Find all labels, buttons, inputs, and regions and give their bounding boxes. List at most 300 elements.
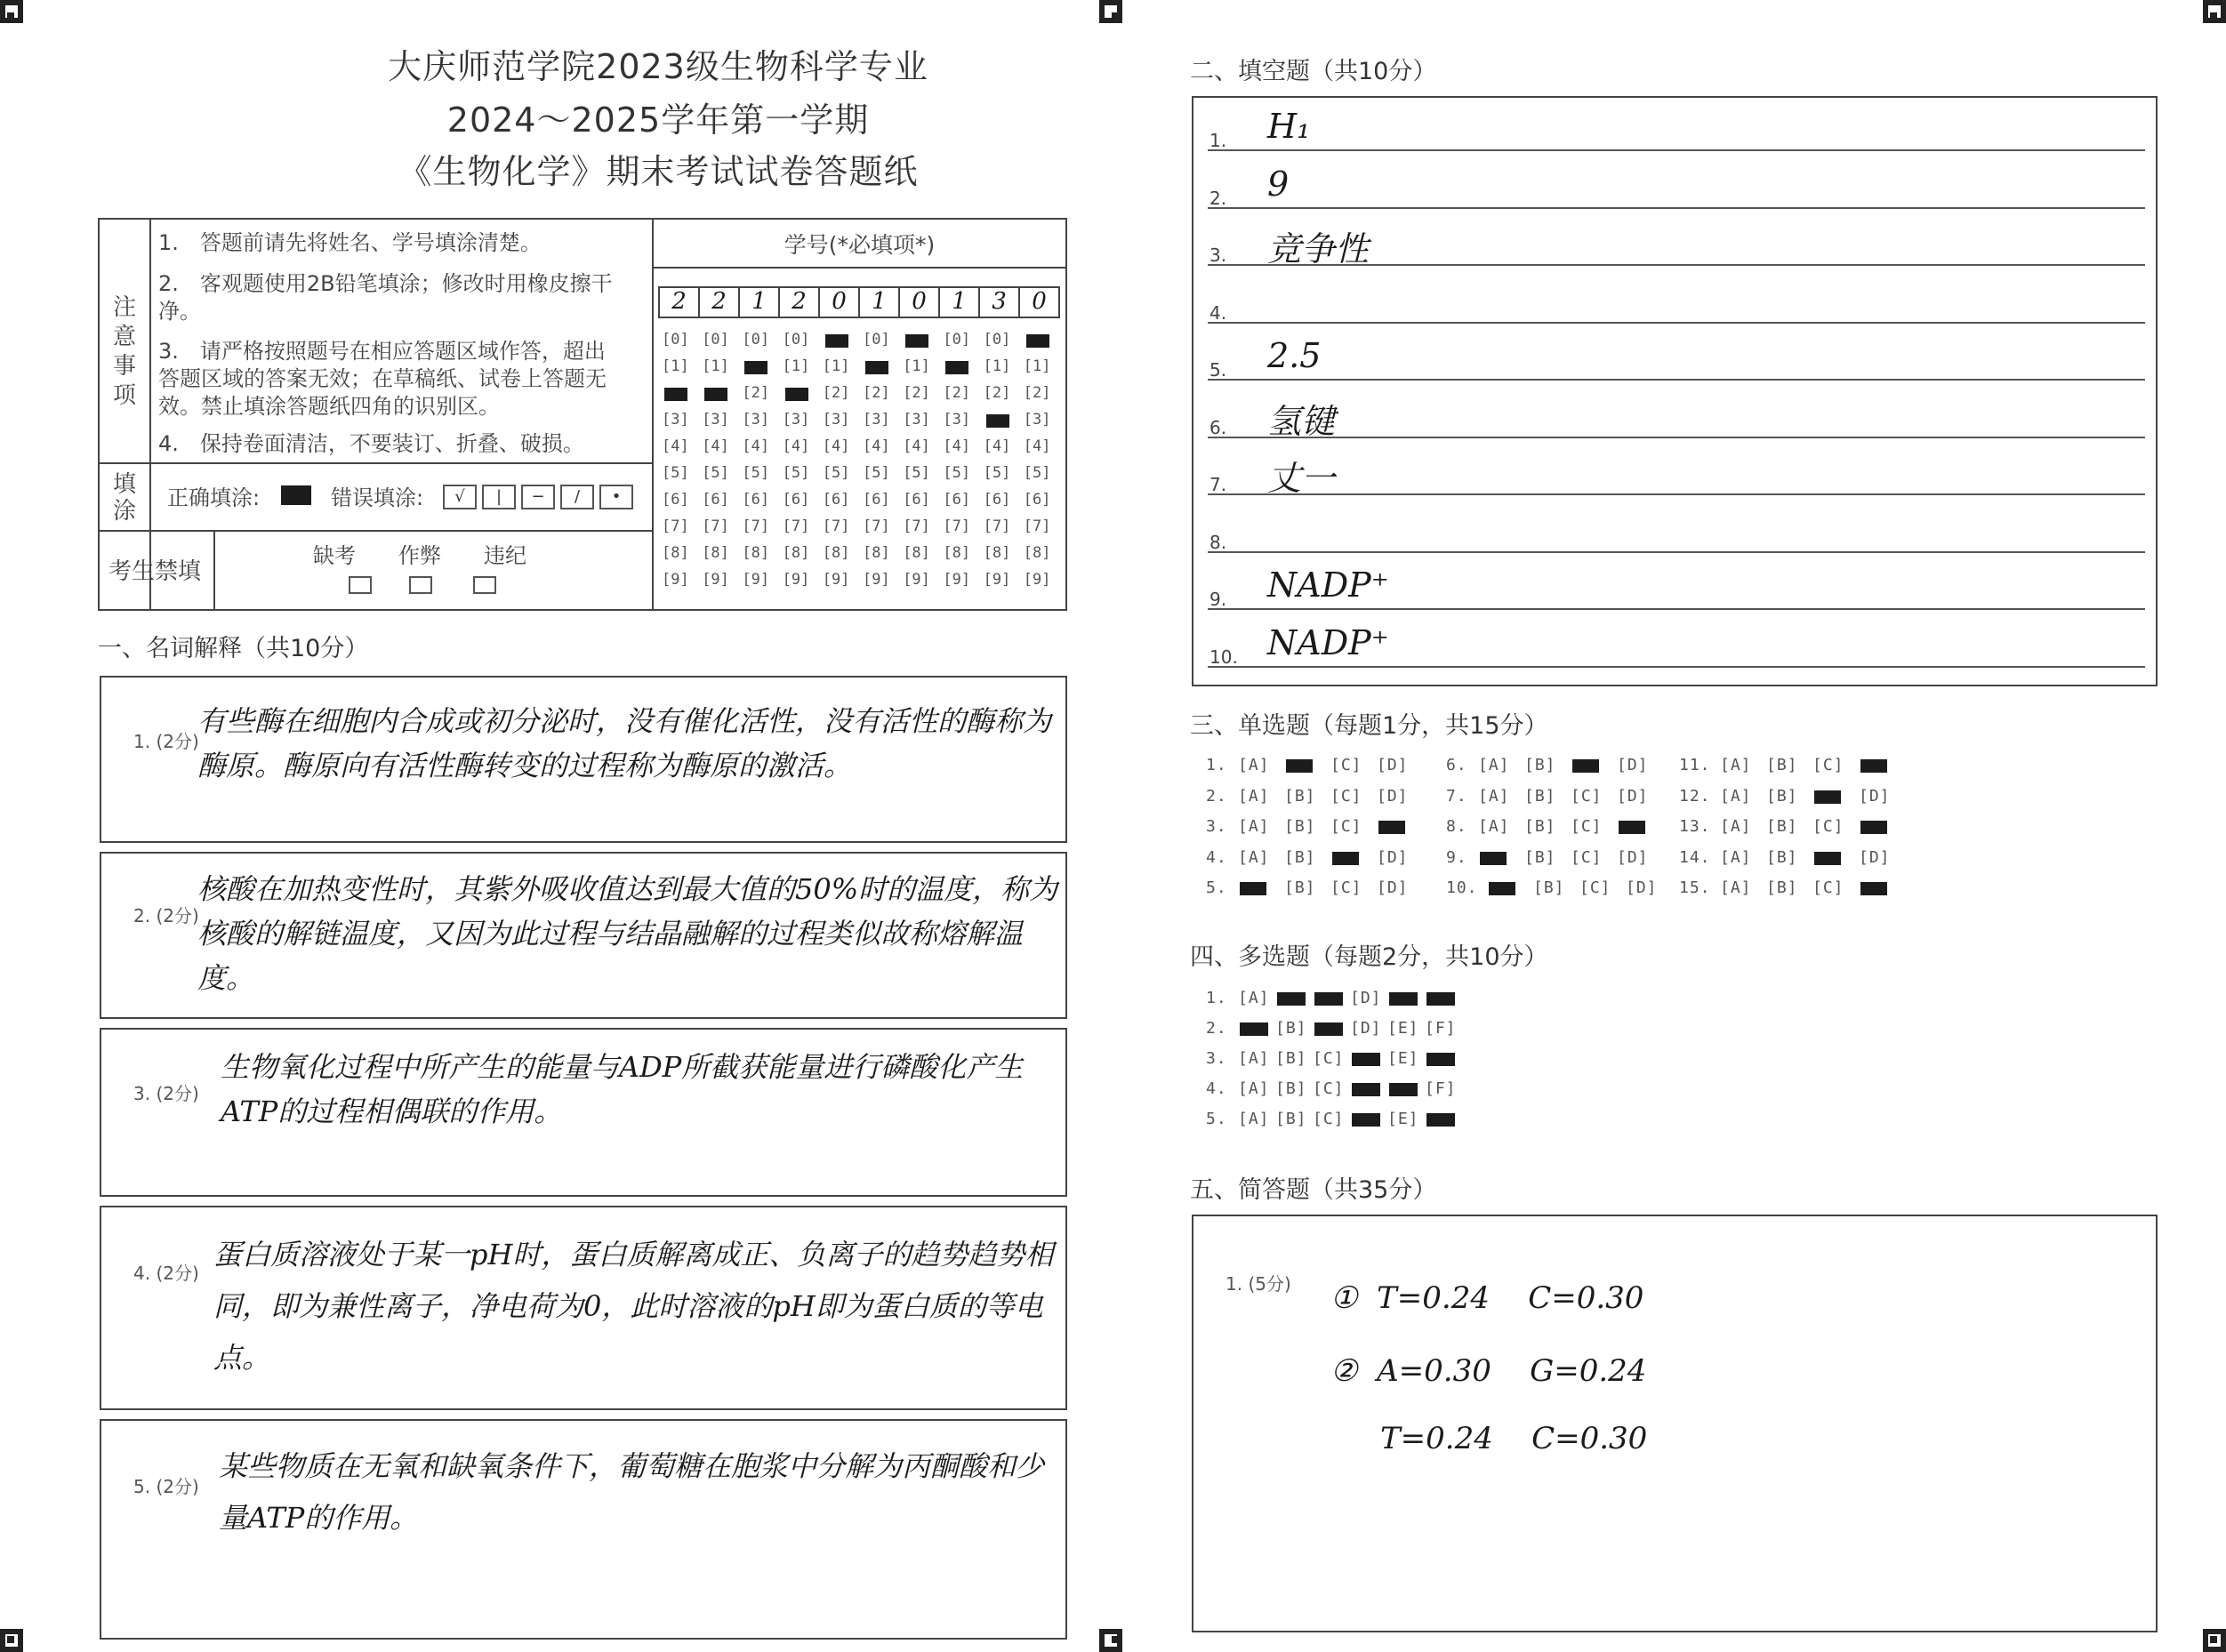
multi-choice-bubble[interactable]: [C] xyxy=(1313,1079,1345,1098)
notice-side-label: 注意事项 xyxy=(112,294,136,409)
section2-title: 二、填空题（共10分） xyxy=(1190,58,1437,85)
student-id-bubble[interactable]: [3] xyxy=(662,411,689,429)
single-choice-bubble[interactable]: [A] xyxy=(1478,817,1510,836)
fill-blank-answer[interactable]: 丈一 xyxy=(1267,459,1336,498)
student-id-bubble[interactable]: [6] xyxy=(863,491,890,509)
student-id-bubble[interactable]: [6] xyxy=(943,491,971,509)
multi-choice-bubble-filled[interactable] xyxy=(1389,992,1418,1006)
single-choice-bubble[interactable]: [C] xyxy=(1579,878,1611,897)
student-id-label: 学号(*必填项*) xyxy=(784,232,936,258)
student-id-bubble-filled[interactable] xyxy=(744,361,767,374)
section1-q4-label: 4. (2分) xyxy=(133,1263,199,1284)
single-choice-bubble[interactable]: [A] xyxy=(1478,786,1510,806)
fill-blank-number: 10. xyxy=(1209,646,1238,668)
forbid-violation-checkbox[interactable] xyxy=(473,576,496,594)
student-id-bubble[interactable]: [4] xyxy=(822,437,850,455)
single-choice-bubble[interactable]: [A] xyxy=(1720,878,1752,897)
fill-blank-line xyxy=(1208,666,2145,668)
single-choice-bubble-filled[interactable] xyxy=(1860,759,1887,773)
divider xyxy=(213,530,215,611)
multi-choice-bubble-filled[interactable] xyxy=(1426,992,1455,1006)
student-id-bubble[interactable]: [0] xyxy=(742,331,770,349)
multi-choice-bubble[interactable]: [B] xyxy=(1275,1110,1307,1128)
student-id-bubble[interactable]: [0] xyxy=(662,331,689,349)
corner-mark-top-left xyxy=(0,0,23,23)
student-id-bubble[interactable]: [5] xyxy=(782,464,810,482)
student-id-bubble-filled[interactable] xyxy=(825,334,848,348)
single-choice-number: 4. xyxy=(1206,847,1227,867)
single-choice-bubble-filled[interactable] xyxy=(1814,790,1841,804)
fill-blank-line xyxy=(1208,437,2145,438)
student-id-bubble[interactable]: [6] xyxy=(822,491,850,509)
student-id-bubble[interactable]: [5] xyxy=(1023,464,1051,482)
single-choice-bubble[interactable]: [B] xyxy=(1524,817,1556,836)
single-choice-number: 6. xyxy=(1446,756,1467,774)
single-choice-bubble[interactable]: [A] xyxy=(1238,817,1270,836)
corner-mark-bottom-left xyxy=(0,1629,23,1652)
single-choice-number: 13. xyxy=(1679,817,1711,836)
single-choice-bubble[interactable]: [C] xyxy=(1812,756,1844,774)
multi-choice-bubble[interactable]: [B] xyxy=(1275,1049,1307,1068)
student-id-bubble[interactable]: [7] xyxy=(702,517,729,535)
multi-choice-bubble[interactable]: [A] xyxy=(1238,1049,1270,1068)
student-id-bubble-filled[interactable] xyxy=(865,361,888,374)
single-choice-bubble[interactable]: [D] xyxy=(1377,756,1409,774)
corner-mark-bottom-right xyxy=(2203,1629,2226,1652)
single-choice-bubble[interactable]: [A] xyxy=(1238,756,1270,774)
section1-q1-answer: 有些酶在细胞内合成或初分泌时，没有催化活性，没有活性的酶称为酶原。酶原向有活性酶转变的过程称为酶原的激活。 xyxy=(197,704,1052,782)
fill-blank-number: 8. xyxy=(1209,531,1227,553)
student-id-bubble[interactable]: [2] xyxy=(943,384,971,402)
single-choice-bubble[interactable]: [D] xyxy=(1617,847,1649,867)
single-choice-bubble-filled[interactable] xyxy=(1489,882,1515,895)
single-choice-bubble[interactable]: [A] xyxy=(1238,786,1270,806)
divider xyxy=(149,218,151,611)
multi-choice-number: 2. xyxy=(1206,1019,1227,1038)
multi-choice-bubble[interactable]: [D] xyxy=(1350,1019,1382,1038)
single-choice-number: 5. xyxy=(1206,878,1227,897)
single-choice-number: 1. xyxy=(1206,756,1227,774)
multi-choice-number: 4. xyxy=(1206,1079,1227,1098)
single-choice-number: 3. xyxy=(1206,817,1227,836)
divider xyxy=(98,462,652,464)
wrong-mark-check: √ xyxy=(443,485,477,509)
single-choice-bubble[interactable]: [D] xyxy=(1859,847,1891,867)
single-choice-bubble[interactable]: [C] xyxy=(1571,817,1603,836)
single-choice-bubble[interactable]: [C] xyxy=(1330,878,1362,897)
student-id-bubble[interactable]: [1] xyxy=(782,357,810,375)
student-id-bubble[interactable]: [7] xyxy=(943,517,971,535)
section5-answer-box[interactable] xyxy=(1192,1215,2158,1632)
single-choice-bubble[interactable]: [B] xyxy=(1524,756,1556,774)
student-id-bubble[interactable]: [2] xyxy=(1023,384,1051,402)
student-id-bubble[interactable]: [2] xyxy=(903,384,930,402)
student-id-bubble[interactable]: [4] xyxy=(983,437,1011,455)
single-choice-bubble[interactable]: [C] xyxy=(1812,817,1844,836)
multi-choice-bubble[interactable]: [B] xyxy=(1275,1019,1307,1038)
student-id-bubble[interactable]: [8] xyxy=(903,544,930,562)
section5-title: 五、简答题（共35分） xyxy=(1190,1176,1437,1204)
single-choice-bubble[interactable]: [B] xyxy=(1284,847,1316,867)
student-id-bubble[interactable]: [3] xyxy=(742,411,770,429)
student-id-bubble-filled[interactable] xyxy=(945,361,968,374)
fill-blank-answer[interactable]: 氢键 xyxy=(1267,401,1336,441)
student-id-bubble[interactable]: [8] xyxy=(983,544,1011,562)
single-choice-bubble[interactable]: [B] xyxy=(1533,878,1565,897)
single-choice-number: 8. xyxy=(1446,817,1467,836)
single-choice-number: 7. xyxy=(1446,786,1467,806)
fill-blank-answer[interactable]: 竞争性 xyxy=(1267,229,1370,269)
multi-choice-bubble-filled[interactable] xyxy=(1277,992,1306,1006)
multi-choice-bubble[interactable]: [F] xyxy=(1425,1079,1457,1098)
fill-blank-line xyxy=(1208,493,2145,495)
wrong-fill-label: 错误填涂: xyxy=(331,485,424,510)
fill-blank-number: 5. xyxy=(1209,359,1227,381)
student-id-bubble[interactable]: [5] xyxy=(742,464,770,482)
section5-line-1: ① T=0.24 C=0.30 xyxy=(1330,1280,1644,1316)
student-id-bubble[interactable]: [8] xyxy=(822,544,850,562)
section1-q2-answer: 核酸在加热变性时，其紫外吸收值达到最大值的50%时的温度，称为核酸的解链温度，又因为此过程与结晶融解的过程类似故称熔解温度。 xyxy=(197,872,1058,995)
student-id-bubble[interactable]: [7] xyxy=(822,517,850,535)
single-choice-bubble[interactable]: [B] xyxy=(1766,756,1798,774)
student-id-bubble[interactable]: [9] xyxy=(983,571,1011,589)
student-id-bubble[interactable]: [0] xyxy=(782,331,810,349)
single-choice-bubble-filled[interactable] xyxy=(1860,882,1887,895)
forbid-label: 考生禁填 xyxy=(108,558,202,585)
single-choice-number: 10. xyxy=(1446,878,1478,897)
student-id-bubble[interactable]: [8] xyxy=(943,544,971,562)
student-id-bubble[interactable]: [1] xyxy=(822,357,850,375)
notice-item-1: 1. 答题前请先将姓名、学号填涂清楚。 xyxy=(158,230,542,255)
fill-side-label: 填涂 xyxy=(112,471,136,525)
student-id-bubble[interactable]: [9] xyxy=(782,571,810,589)
fill-blank-line xyxy=(1208,379,2145,381)
header-school: 大庆师范学院2023级生物科学专业 xyxy=(388,47,928,86)
multi-choice-bubble[interactable]: [D] xyxy=(1350,989,1382,1007)
single-choice-bubble[interactable]: [C] xyxy=(1571,847,1603,867)
single-choice-bubble-filled[interactable] xyxy=(1378,821,1405,834)
single-choice-bubble-filled[interactable] xyxy=(1480,852,1507,865)
single-choice-bubble[interactable]: [B] xyxy=(1524,786,1556,806)
corner-mark-top-center xyxy=(1099,0,1122,23)
fill-blank-line xyxy=(1208,551,2145,553)
multi-choice-bubble-filled[interactable] xyxy=(1352,1083,1380,1096)
single-choice-bubble[interactable]: [B] xyxy=(1284,817,1316,836)
single-choice-number: 15. xyxy=(1679,878,1711,897)
divider xyxy=(98,530,652,532)
student-id-bubble[interactable]: [4] xyxy=(943,437,971,455)
single-choice-bubble[interactable]: [A] xyxy=(1720,847,1752,867)
section5-q1-label: 1. (5分) xyxy=(1226,1273,1291,1295)
divider xyxy=(652,218,654,611)
wrong-mark-dot: • xyxy=(599,485,633,509)
fill-blank-line xyxy=(1208,322,2145,324)
student-id-bubble[interactable]: [2] xyxy=(742,384,770,402)
student-id-bubble[interactable]: [9] xyxy=(1023,571,1051,589)
single-choice-bubble[interactable]: [D] xyxy=(1377,847,1409,867)
wrong-mark-slash: / xyxy=(560,485,594,509)
single-choice-bubble[interactable]: [D] xyxy=(1617,756,1649,774)
corner-mark-bottom-center xyxy=(1099,1629,1122,1652)
student-id-bubble[interactable]: [2] xyxy=(983,384,1011,402)
student-id-bubble[interactable]: [1] xyxy=(702,357,729,375)
fill-blank-number: 4. xyxy=(1209,301,1227,324)
single-choice-bubble[interactable]: [B] xyxy=(1766,817,1798,836)
student-id-bubble[interactable]: [9] xyxy=(742,571,770,589)
student-id-bubble[interactable]: [8] xyxy=(782,544,810,562)
student-id-bubble[interactable]: [0] xyxy=(983,331,1011,349)
single-choice-bubble[interactable]: [A] xyxy=(1720,756,1752,774)
student-id-bubble[interactable]: [1] xyxy=(903,357,930,375)
fill-blank-number: 1. xyxy=(1209,130,1227,151)
header-exam: 《生物化学》期末考试试卷答题纸 xyxy=(398,152,919,191)
student-id-bubble[interactable]: [2] xyxy=(863,384,890,402)
single-choice-bubble[interactable]: [C] xyxy=(1571,786,1603,806)
multi-choice-bubble[interactable]: [A] xyxy=(1238,1079,1270,1098)
fill-blank-number: 7. xyxy=(1209,474,1227,495)
student-id-digit[interactable]: 1 xyxy=(858,286,898,318)
notice-item-4: 4. 保持卷面清洁，不要装订、折叠、破损。 xyxy=(158,431,584,456)
section1-q2-label: 2. (2分) xyxy=(133,905,199,926)
student-id-bubble[interactable]: [4] xyxy=(1023,437,1051,455)
single-choice-bubble-filled[interactable] xyxy=(1619,821,1645,834)
student-id-bubble-filled[interactable] xyxy=(664,388,687,401)
single-choice-bubble-filled[interactable] xyxy=(1332,852,1359,865)
section1-q3-label: 3. (2分) xyxy=(133,1083,199,1104)
student-id-bubble[interactable]: [1] xyxy=(662,357,689,375)
single-choice-bubble[interactable]: [C] xyxy=(1330,817,1362,836)
student-id-bubble[interactable]: [1] xyxy=(983,357,1011,375)
section1-title: 一、名词解释（共10分） xyxy=(98,635,369,662)
multi-choice-bubble-filled[interactable] xyxy=(1352,1053,1380,1066)
student-id-bubble[interactable]: [8] xyxy=(1023,544,1051,562)
student-id-digit[interactable]: 2 xyxy=(778,286,818,318)
single-choice-bubble-filled[interactable] xyxy=(1286,759,1313,773)
multi-choice-bubble-filled[interactable] xyxy=(1240,1022,1268,1036)
wrong-mark-dash: − xyxy=(521,485,555,509)
student-id-bubble[interactable]: [5] xyxy=(822,464,850,482)
header-term: 2024～2025学年第一学期 xyxy=(446,100,870,140)
correct-fill-sample xyxy=(281,485,311,505)
student-id-digit[interactable]: 1 xyxy=(938,286,978,318)
forbid-absent-checkbox[interactable] xyxy=(349,576,372,594)
single-choice-bubble[interactable]: [A] xyxy=(1720,817,1752,836)
single-choice-bubble[interactable]: [C] xyxy=(1330,756,1362,774)
student-id-bubble[interactable]: [8] xyxy=(702,544,729,562)
student-id-bubble[interactable]: [3] xyxy=(863,411,890,429)
student-id-bubble[interactable]: [0] xyxy=(702,331,729,349)
single-choice-bubble[interactable]: [A] xyxy=(1478,756,1510,774)
forbid-absent-label: 缺考 xyxy=(313,543,356,568)
student-id-bubble-filled[interactable] xyxy=(905,334,928,348)
student-id-bubble[interactable]: [7] xyxy=(662,517,689,535)
student-id-bubble[interactable]: [7] xyxy=(983,517,1011,535)
single-choice-bubble[interactable]: [A] xyxy=(1238,847,1270,867)
fill-blank-number: 9. xyxy=(1209,589,1227,610)
multi-choice-bubble[interactable]: [A] xyxy=(1238,989,1270,1007)
student-id-bubble[interactable]: [7] xyxy=(903,517,930,535)
divider xyxy=(652,267,1067,269)
multi-choice-number: 3. xyxy=(1206,1049,1227,1068)
single-choice-bubble[interactable]: [D] xyxy=(1626,878,1658,897)
notice-item-3: 3. 请严格按照题号在相应答题区域作答，超出答题区域的答案无效；在草稿纸、试卷上答题无效。禁止填涂答题纸四角的识别区。 xyxy=(158,339,607,419)
student-id-bubble-filled[interactable] xyxy=(704,388,727,401)
fill-blank-line xyxy=(1208,608,2145,610)
notice-item-2: 2. 客观题使用2B铅笔填涂；修改时用橡皮擦干净。 xyxy=(158,271,613,324)
student-id-bubble[interactable]: [5] xyxy=(903,464,930,482)
student-id-digit[interactable]: 1 xyxy=(738,286,778,318)
student-id-bubble[interactable]: [3] xyxy=(903,411,930,429)
student-id-digit[interactable]: 2 xyxy=(658,286,698,318)
student-id-bubble[interactable]: [7] xyxy=(782,517,810,535)
multi-choice-bubble[interactable]: [B] xyxy=(1275,1079,1307,1098)
student-id-bubble[interactable]: [3] xyxy=(822,411,850,429)
fill-blank-number: 6. xyxy=(1209,416,1227,438)
student-id-bubble[interactable]: [2] xyxy=(822,384,850,402)
student-id-bubble-filled[interactable] xyxy=(986,414,1009,428)
section5-line-3: T=0.24 C=0.30 xyxy=(1380,1421,1648,1456)
student-id-bubble[interactable]: [4] xyxy=(742,437,770,455)
student-id-bubble[interactable]: [8] xyxy=(662,544,689,562)
multi-choice-bubble-filled[interactable] xyxy=(1352,1113,1380,1127)
student-id-bubble[interactable]: [0] xyxy=(863,331,890,349)
student-id-bubble[interactable]: [3] xyxy=(943,411,971,429)
student-id-bubble[interactable]: [5] xyxy=(983,464,1011,482)
student-id-bubble[interactable]: [5] xyxy=(943,464,971,482)
student-id-bubble[interactable]: [8] xyxy=(742,544,770,562)
fill-blank-answer[interactable]: 2.5 xyxy=(1267,336,1322,375)
forbid-violation-label: 违纪 xyxy=(484,543,526,568)
forbid-cheat-label: 作弊 xyxy=(398,543,441,568)
fill-blank-answer[interactable]: NADP⁺ xyxy=(1267,622,1389,662)
correct-fill-label: 正确填涂: xyxy=(167,485,261,510)
single-choice-number: 12. xyxy=(1679,786,1711,806)
student-id-bubble[interactable]: [3] xyxy=(1023,411,1051,429)
student-id-bubble[interactable]: [1] xyxy=(1023,357,1051,375)
student-id-digits xyxy=(658,286,1060,318)
single-choice-bubble-filled[interactable] xyxy=(1572,759,1599,773)
student-id-digit[interactable]: 0 xyxy=(818,286,858,318)
student-id-bubble[interactable]: [9] xyxy=(943,571,971,589)
section4-title: 四、多选题（每题2分，共10分） xyxy=(1190,943,1548,971)
single-choice-bubble[interactable]: [A] xyxy=(1720,786,1752,806)
student-id-bubble[interactable]: [6] xyxy=(742,491,770,509)
wrong-mark-bar: | xyxy=(482,485,516,509)
student-id-bubble[interactable]: [6] xyxy=(983,491,1011,509)
single-choice-number: 9. xyxy=(1446,847,1467,867)
multi-choice-bubble[interactable]: [C] xyxy=(1313,1110,1345,1128)
single-choice-bubble[interactable]: [D] xyxy=(1377,878,1409,897)
multi-choice-bubble[interactable]: [A] xyxy=(1238,1110,1270,1128)
forbid-cheat-checkbox[interactable] xyxy=(409,576,432,594)
fill-blank-number: 3. xyxy=(1209,245,1227,266)
single-choice-number: 2. xyxy=(1206,786,1227,806)
multi-choice-bubble-filled[interactable] xyxy=(1389,1083,1418,1096)
student-id-bubble-filled[interactable] xyxy=(785,388,808,401)
single-choice-bubble-filled[interactable] xyxy=(1860,821,1887,834)
student-id-bubble[interactable]: [6] xyxy=(782,491,810,509)
single-choice-number: 11. xyxy=(1679,756,1711,774)
multi-choice-bubble[interactable]: [C] xyxy=(1313,1049,1345,1068)
student-id-bubble[interactable]: [9] xyxy=(702,571,729,589)
multi-choice-bubble[interactable]: [E] xyxy=(1387,1049,1419,1068)
student-id-bubble[interactable]: [8] xyxy=(863,544,890,562)
single-choice-bubble-filled[interactable] xyxy=(1240,882,1266,895)
student-id-bubble[interactable]: [9] xyxy=(822,571,850,589)
student-id-bubble[interactable]: [6] xyxy=(662,491,689,509)
student-id-bubble[interactable]: [7] xyxy=(863,517,890,535)
multi-choice-bubble[interactable]: [E] xyxy=(1387,1019,1419,1038)
student-id-bubble[interactable]: [3] xyxy=(702,411,729,429)
section1-q1-label: 1. (2分) xyxy=(133,731,199,752)
fill-blank-answer[interactable]: H₁ xyxy=(1267,107,1311,146)
single-choice-bubble[interactable]: [B] xyxy=(1766,786,1798,806)
student-id-bubble[interactable]: [4] xyxy=(662,437,689,455)
student-id-bubble[interactable]: [7] xyxy=(742,517,770,535)
student-id-bubble[interactable]: [9] xyxy=(903,571,930,589)
multi-choice-bubble-filled[interactable] xyxy=(1426,1053,1455,1066)
multi-choice-bubble-filled[interactable] xyxy=(1314,1022,1343,1036)
single-choice-bubble[interactable]: [D] xyxy=(1859,786,1891,806)
student-id-bubble[interactable]: [4] xyxy=(903,437,930,455)
section1-q3-answer: 生物氧化过程中所产生的能量与ADP所截获能量进行磷酸化产生ATP的过程相偶联的作用。 xyxy=(221,1050,1024,1128)
fill-blank-answer[interactable]: NADP⁺ xyxy=(1267,565,1389,605)
single-choice-bubble[interactable]: [D] xyxy=(1617,786,1649,806)
student-id-bubble[interactable]: [5] xyxy=(702,464,729,482)
student-id-bubble[interactable]: [7] xyxy=(1023,517,1051,535)
multi-choice-bubble[interactable]: [F] xyxy=(1425,1019,1457,1038)
single-choice-bubble[interactable]: [B] xyxy=(1766,878,1798,897)
section1-q5-label: 5. (2分) xyxy=(133,1476,199,1497)
single-choice-bubble[interactable]: [B] xyxy=(1766,847,1798,867)
multi-choice-bubble-filled[interactable] xyxy=(1314,992,1343,1006)
student-id-bubble[interactable]: [6] xyxy=(702,491,729,509)
fill-blank-answer[interactable]: 9 xyxy=(1267,164,1290,204)
student-id-bubble[interactable]: [6] xyxy=(903,491,930,509)
wrong-fill-samples xyxy=(443,485,633,509)
student-id-bubble[interactable]: [5] xyxy=(863,464,890,482)
student-id-bubble[interactable]: [4] xyxy=(863,437,890,455)
single-choice-bubble[interactable]: [B] xyxy=(1284,878,1316,897)
student-id-bubble[interactable]: [9] xyxy=(662,571,689,589)
single-choice-bubble[interactable]: [B] xyxy=(1284,786,1316,806)
student-id-bubble[interactable]: [6] xyxy=(1023,491,1051,509)
single-choice-bubble[interactable]: [C] xyxy=(1330,786,1362,806)
multi-choice-bubble-filled[interactable] xyxy=(1426,1113,1455,1127)
student-id-bubble[interactable]: [3] xyxy=(782,411,810,429)
student-id-bubble-filled[interactable] xyxy=(1026,334,1049,348)
multi-choice-bubble[interactable]: [E] xyxy=(1387,1110,1419,1128)
section5-line-2: ② A=0.30 G=0.24 xyxy=(1330,1353,1647,1389)
section1-q4-answer: 蛋白质溶液处于某一pH时，蛋白质解离成正、负离子的趋势趋势相同，即为兼性离子，净电荷为0，此时溶液的pH即为蛋白质的等电点。 xyxy=(213,1238,1054,1375)
single-choice-bubble-filled[interactable] xyxy=(1814,852,1841,865)
student-id-digit[interactable]: 0 xyxy=(1018,286,1060,318)
student-id-bubble[interactable]: [9] xyxy=(863,571,890,589)
student-id-bubble[interactable]: [4] xyxy=(782,437,810,455)
student-id-bubble[interactable]: [4] xyxy=(702,437,729,455)
student-id-digit[interactable]: 0 xyxy=(898,286,938,318)
fill-blank-line xyxy=(1208,207,2145,209)
single-choice-bubble[interactable]: [B] xyxy=(1524,847,1556,867)
student-id-digit[interactable]: 3 xyxy=(978,286,1018,318)
student-id-bubble[interactable]: [0] xyxy=(943,331,971,349)
student-id-digit[interactable]: 2 xyxy=(698,286,738,318)
section3-title: 三、单选题（每题1分，共15分） xyxy=(1190,712,1548,740)
single-choice-bubble[interactable]: [D] xyxy=(1377,786,1409,806)
single-choice-bubble[interactable]: [C] xyxy=(1812,878,1844,897)
multi-choice-number: 5. xyxy=(1206,1110,1227,1128)
student-id-bubble[interactable]: [5] xyxy=(662,464,689,482)
